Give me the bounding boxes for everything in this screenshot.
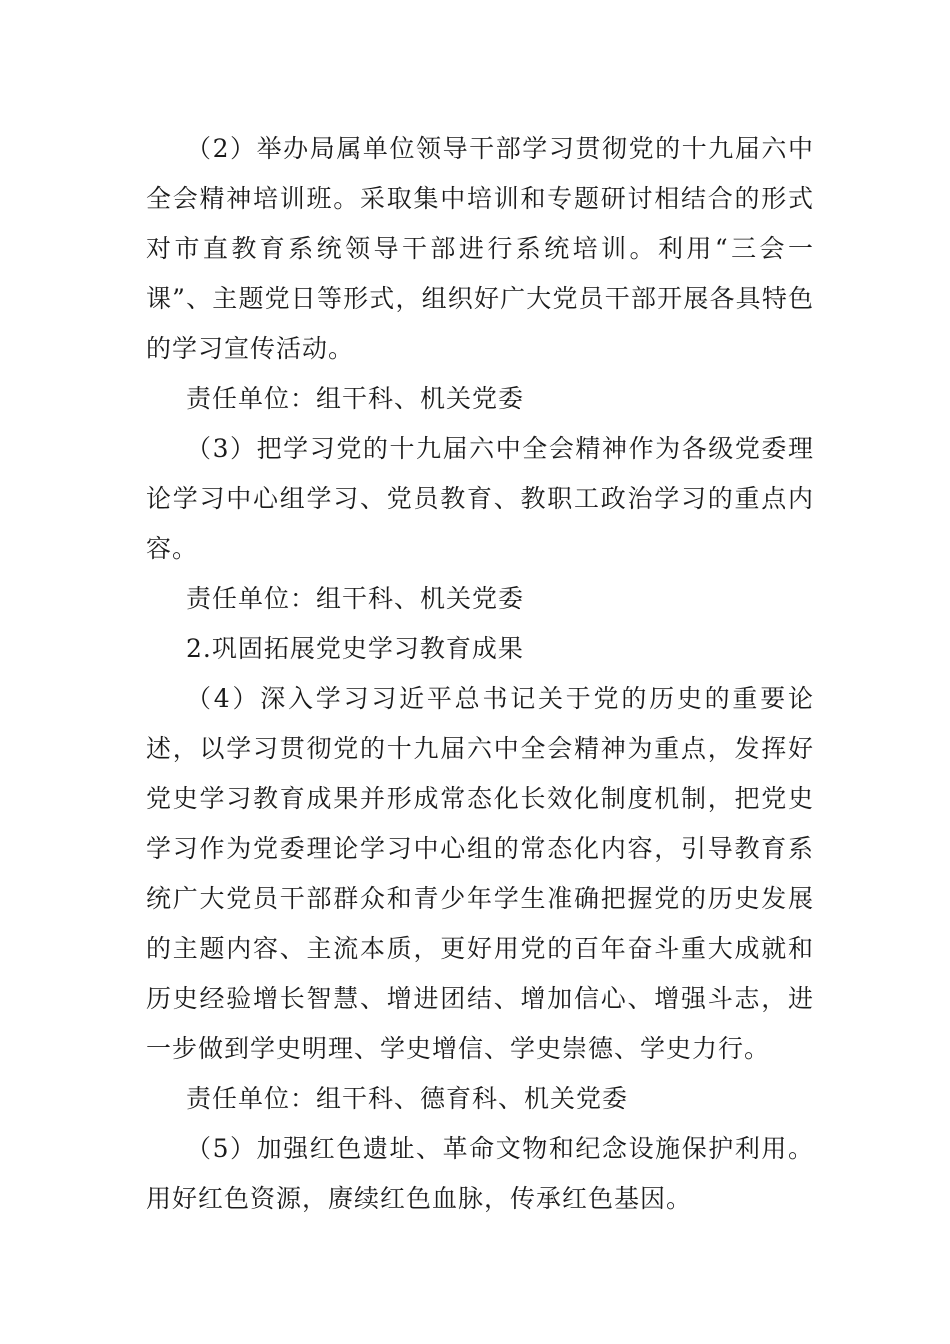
- document-body: [146, 124, 814, 1224]
- item-paragraph-4: （4）深入学习习近平总书记关于党的历史的重要论述，以学习贯彻党的十九届六中全会精神为重点，发挥好党史学习教育成果并形成常态化长效化制度机制，把党史学习作为党委理论学习中心组的常态化内容，引导教育系统广大党员干部群众和青少年学生准确把握党的历史发展的主题内容、主流本质，更好用党的百年奋斗重大成就和历史经验增长智慧、增进团结、增加信心、增强斗志，进一步做到学史明理、学史增信、学史崇德、学史力行。: [146, 684, 814, 1063]
- responsible-unit-line: 责任单位：组干科、德育科、机关党委: [186, 1084, 629, 1113]
- responsible-unit-line: 责任单位：组干科、机关党委: [186, 384, 525, 413]
- item-paragraph-5: （5）加强红色遗址、革命文物和纪念设施保护利用。用好红色资源，赓续红色血脉，传承红色基因。: [146, 1134, 814, 1213]
- section-heading: 2.巩固拓展党史学习教育成果: [186, 634, 524, 663]
- item-paragraph-3: （3）把学习党的十九届六中全会精神作为各级党委理论学习中心组学习、党员教育、教职工政治学习的重点内容。: [146, 434, 814, 563]
- responsible-unit-line: 责任单位：组干科、机关党委: [186, 584, 525, 613]
- item-paragraph-2: （2）举办局属单位领导干部学习贯彻党的十九届六中全会精神培训班。采取集中培训和专题研讨相结合的形式对市直教育系统领导干部进行系统培训。利用“三会一课”、主题党日等形式，组织好广大党员干部开展各具特色的学习宣传活动。: [146, 134, 814, 363]
